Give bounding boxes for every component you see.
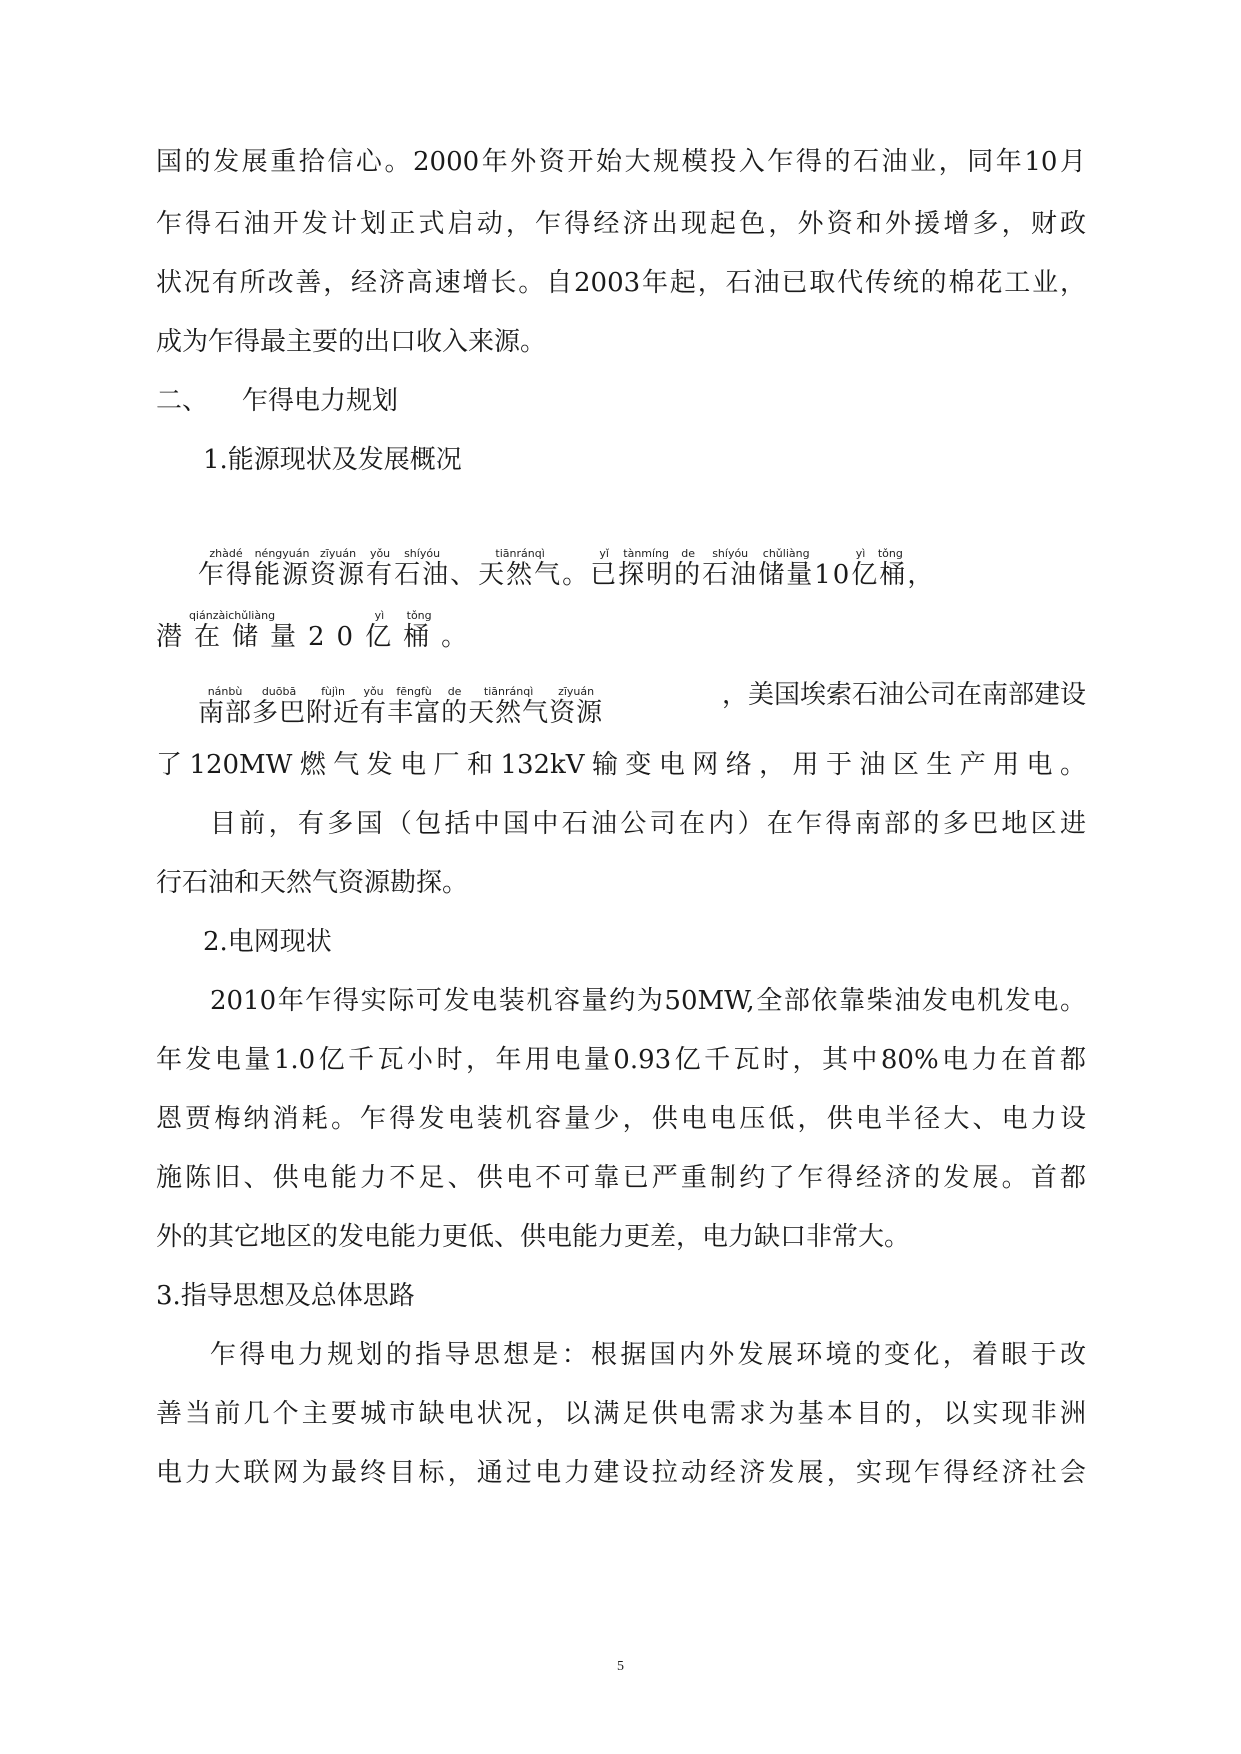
pinyin-word: 石油shíyóu bbox=[702, 547, 759, 590]
page-number: 5 bbox=[617, 1659, 624, 1674]
pinyin-annotation: nánbù bbox=[198, 685, 253, 698]
pinyin-line bbox=[198, 686, 603, 726]
pinyin-annotation: qiánzàichǔliàng bbox=[156, 609, 308, 622]
paragraph-line: 善当前几个主要城市缺电状况，以满足供电需求为基本目的，以实现非洲 bbox=[156, 1399, 1086, 1429]
pinyin-word: 有yǒu bbox=[366, 547, 395, 590]
pinyin-word: 储量chǔliàng bbox=[758, 547, 815, 590]
pinyin-word: 资源zīyuán bbox=[310, 547, 367, 590]
pinyin-annotation: néngyuán bbox=[254, 547, 311, 560]
paragraph-line: ，美国埃索石油公司在南部建设 bbox=[721, 680, 1086, 710]
pinyin-annotation: tànmíng bbox=[618, 547, 675, 560]
pinyin-word: 的de bbox=[441, 685, 469, 728]
pinyin-word: 丰富fēngfù bbox=[387, 685, 442, 728]
pinyin-annotation: shíyóu bbox=[394, 547, 451, 560]
plain-text: 。 bbox=[562, 560, 591, 590]
section-heading: 乍得电力规划 bbox=[242, 386, 399, 416]
paragraph-line: 状况有所改善，经济高速增长。自2003年起，石油已取代传统的棉花工业， bbox=[156, 268, 1086, 298]
plain-text: 10 bbox=[814, 560, 852, 590]
pinyin-annotation: tiānránqì bbox=[478, 547, 563, 560]
subsection-heading: 1.能源现状及发展概况 bbox=[203, 445, 462, 475]
paragraph-line: 恩贾梅纳消耗。乍得发电装机容量少，供电电压低，供电半径大、电力设 bbox=[156, 1104, 1086, 1134]
paragraph-line: 电力大联网为最终目标，通过电力建设拉动经济发展，实现乍得经济社会 bbox=[156, 1458, 1086, 1488]
pinyin-annotation: zīyuán bbox=[549, 685, 604, 698]
plain-text: 、 bbox=[450, 560, 479, 590]
paragraph-line: 施陈旧、供电能力不足、供电不可靠已严重制约了乍得经济的发展。首都 bbox=[156, 1163, 1086, 1193]
pinyin-word: 亿桶yì tǒng bbox=[365, 609, 442, 652]
pinyin-word: 资源zīyuán bbox=[549, 685, 604, 728]
paragraph-line: 2010年乍得实际可发电装机容量约为50MW,全部依靠柴油发电机发电。 bbox=[210, 986, 1086, 1016]
pinyin-annotation: tiānránqì bbox=[468, 685, 550, 698]
pinyin-annotation: yǐ bbox=[590, 547, 619, 560]
pinyin-word: 潜在储量qiánzàichǔliàng bbox=[156, 609, 309, 652]
pinyin-annotation: yì tǒng bbox=[851, 547, 908, 560]
pinyin-annotation: yì tǒng bbox=[365, 609, 442, 622]
pinyin-word: 能源néngyuán bbox=[254, 547, 311, 590]
plain-text: ， bbox=[907, 560, 936, 590]
pinyin-line bbox=[156, 610, 479, 650]
paragraph-line: 乍得电力规划的指导思想是：根据国内外发展环境的变化，着眼于改 bbox=[210, 1340, 1086, 1370]
paragraph-line: 行石油和天然气资源勘探。 bbox=[156, 868, 469, 898]
pinyin-annotation: de bbox=[674, 547, 703, 560]
pinyin-word: 的de bbox=[674, 547, 703, 590]
paragraph-line: 年发电量1.0亿千瓦小时，年用电量0.93亿千瓦时，其中80%电力在首都 bbox=[156, 1045, 1086, 1075]
paragraph-line: 成为乍得最主要的出口收入来源。 bbox=[156, 327, 547, 357]
pinyin-annotation: zhàdé bbox=[198, 547, 254, 560]
paragraph-line: 了120MW燃气发电厂和132kV输变电网络，用于油区生产用电。 bbox=[156, 750, 1086, 780]
pinyin-word: 南部nánbù bbox=[198, 685, 253, 728]
paragraph-line: 目前，有多国（包括中国中石油公司在内）在乍得南部的多巴地区进 bbox=[210, 809, 1086, 839]
pinyin-word: 天然气tiānránqì bbox=[478, 547, 563, 590]
pinyin-word: 已yǐ bbox=[590, 547, 619, 590]
pinyin-annotation: duōbā bbox=[252, 685, 307, 698]
pinyin-annotation: fùjìn bbox=[306, 685, 361, 698]
pinyin-word: 探明tànmíng bbox=[618, 547, 675, 590]
subsection-heading: 2.电网现状 bbox=[203, 927, 332, 957]
plain-text: 。 bbox=[441, 622, 480, 652]
pinyin-word: 多巴duōbā bbox=[252, 685, 307, 728]
paragraph-line: 国的发展重拾信心。2000年外资开始大规模投入乍得的石油业，同年10月 bbox=[156, 147, 1086, 177]
pinyin-annotation: fēngfù bbox=[387, 685, 442, 698]
paragraph-line: 外的其它地区的发电能力更低、供电能力更差，电力缺口非常大。 bbox=[156, 1222, 911, 1252]
pinyin-annotation: de bbox=[441, 685, 469, 698]
section-number: 二、 bbox=[156, 386, 209, 416]
pinyin-word: 附近fùjìn bbox=[306, 685, 361, 728]
pinyin-annotation: zīyuán bbox=[310, 547, 367, 560]
plain-text: 20 bbox=[308, 622, 366, 652]
pinyin-word: 石油shíyóu bbox=[394, 547, 451, 590]
pinyin-line bbox=[198, 548, 1086, 588]
pinyin-word: 乍得zhàdé bbox=[198, 547, 255, 590]
pinyin-word: 有yǒu bbox=[360, 685, 388, 728]
subsection-heading: 3.指导思想及总体思路 bbox=[156, 1281, 415, 1311]
pinyin-annotation: shíyóu bbox=[702, 547, 759, 560]
pinyin-annotation: yǒu bbox=[366, 547, 395, 560]
pinyin-word: 亿桶yì tǒng bbox=[851, 547, 908, 590]
pinyin-word: 天然气tiānránqì bbox=[468, 685, 550, 728]
paragraph-line: 乍得石油开发计划正式启动，乍得经济出现起色，外资和外援增多，财政 bbox=[156, 209, 1086, 239]
pinyin-annotation: yǒu bbox=[360, 685, 388, 698]
pinyin-annotation: chǔliàng bbox=[758, 547, 815, 560]
